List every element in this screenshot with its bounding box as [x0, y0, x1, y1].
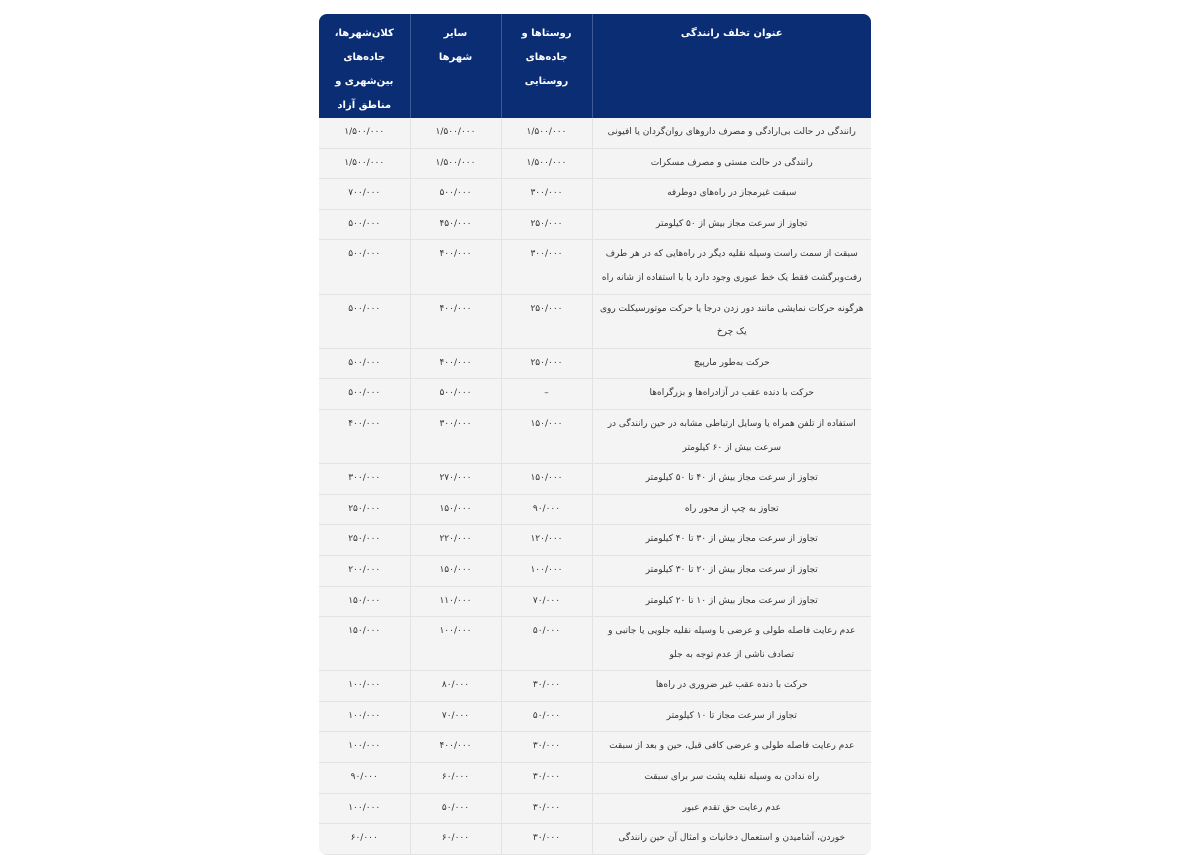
metropolis-fine-cell: ۱۵۰/۰۰۰ [319, 617, 410, 671]
metropolis-fine-cell: ۵۰۰/۰۰۰ [319, 240, 410, 294]
table-row [319, 209, 871, 240]
table-row [319, 525, 871, 556]
header-rural-line-1: روستاها و [521, 28, 572, 39]
table-row [319, 793, 871, 824]
header-other-line-1: سایر [443, 28, 468, 39]
table-row [319, 118, 871, 148]
table-body [319, 118, 871, 854]
fines-table-container [319, 14, 871, 855]
other-cities-fine-cell: ۱۰۰/۰۰۰ [410, 617, 501, 671]
other-cities-fine-cell: ۴۰۰/۰۰۰ [410, 294, 501, 348]
rural-fine-cell: ۱۲۰/۰۰۰ [501, 525, 592, 556]
violation-title-cell: تجاوز از سرعت مجاز بیش از ۴۰ تا ۵۰ کیلومتر [592, 464, 871, 495]
violation-title-cell: سبقت غیرمجاز در راه‌های دوطرفه [592, 179, 871, 210]
rural-fine-cell: ۳۰/۰۰۰ [501, 671, 592, 702]
rural-fine-cell: ۷۰/۰۰۰ [501, 586, 592, 617]
other-cities-fine-cell: ۵۰۰/۰۰۰ [410, 179, 501, 210]
table-row [319, 348, 871, 379]
violation-title-cell: عدم رعایت فاصله طولی و عرضی با وسیله نقلیه جلویی یا جانبی و تصادف ناشی از عدم توجه به جلو [592, 617, 871, 671]
metropolis-fine-cell: ۵۰۰/۰۰۰ [319, 294, 410, 348]
rural-fine-cell: ۲۵۰/۰۰۰ [501, 294, 592, 348]
metropolis-fine-cell: ۳۰۰/۰۰۰ [319, 464, 410, 495]
table-row [319, 763, 871, 794]
metropolis-fine-cell: ۹۰/۰۰۰ [319, 763, 410, 794]
header-metropolis [319, 14, 410, 118]
other-cities-fine-cell: ۵۰۰/۰۰۰ [410, 379, 501, 410]
rural-fine-cell: ۳۰/۰۰۰ [501, 793, 592, 824]
table-row [319, 464, 871, 495]
metropolis-fine-cell: ۱/۵۰۰/۰۰۰ [319, 148, 410, 179]
rural-fine-cell: ۳۰۰/۰۰۰ [501, 179, 592, 210]
table-header [319, 14, 871, 118]
table-row [319, 586, 871, 617]
other-cities-fine-cell: ۸۰/۰۰۰ [410, 671, 501, 702]
rural-fine-cell: ۲۵۰/۰۰۰ [501, 209, 592, 240]
other-cities-fine-cell: ۵۰/۰۰۰ [410, 793, 501, 824]
violation-title-cell: تجاوز از سرعت مجاز بیش از ۵۰ کیلومتر [592, 209, 871, 240]
table-row [319, 179, 871, 210]
table-row [319, 824, 871, 855]
rural-fine-cell: ۵۰/۰۰۰ [501, 617, 592, 671]
table-row [319, 148, 871, 179]
other-cities-fine-cell: ۱/۵۰۰/۰۰۰ [410, 118, 501, 148]
other-cities-fine-cell: ۱۵۰/۰۰۰ [410, 555, 501, 586]
metropolis-fine-cell: ۱۰۰/۰۰۰ [319, 793, 410, 824]
violation-title-cell: حرکت به‌طور مارپیچ [592, 348, 871, 379]
other-cities-fine-cell: ۱/۵۰۰/۰۰۰ [410, 148, 501, 179]
table-row [319, 409, 871, 463]
metropolis-fine-cell: ۱۰۰/۰۰۰ [319, 671, 410, 702]
metropolis-fine-cell: ۱۰۰/۰۰۰ [319, 701, 410, 732]
metropolis-fine-cell: ۶۰/۰۰۰ [319, 824, 410, 855]
other-cities-fine-cell: ۲۲۰/۰۰۰ [410, 525, 501, 556]
violation-title-cell: تجاوز از سرعت مجاز بیش از ۳۰ تا ۴۰ کیلومتر [592, 525, 871, 556]
metropolis-fine-cell: ۱۵۰/۰۰۰ [319, 586, 410, 617]
rural-fine-cell: – [501, 379, 592, 410]
other-cities-fine-cell: ۲۷۰/۰۰۰ [410, 464, 501, 495]
rural-fine-cell: ۳۰۰/۰۰۰ [501, 240, 592, 294]
rural-fine-cell: ۱/۵۰۰/۰۰۰ [501, 118, 592, 148]
metropolis-fine-cell: ۲۵۰/۰۰۰ [319, 525, 410, 556]
header-rural-line-2: جاده‌های روستایی [524, 52, 569, 87]
table-row [319, 494, 871, 525]
violation-title-cell: حرکت با دنده عقب غیر ضروری در راه‌ها [592, 671, 871, 702]
table-row [319, 671, 871, 702]
rural-fine-cell: ۱/۵۰۰/۰۰۰ [501, 148, 592, 179]
rural-fine-cell: ۳۰/۰۰۰ [501, 732, 592, 763]
rural-fine-cell: ۱۰۰/۰۰۰ [501, 555, 592, 586]
other-cities-fine-cell: ۶۰/۰۰۰ [410, 763, 501, 794]
other-cities-fine-cell: ۴۵۰/۰۰۰ [410, 209, 501, 240]
table-row [319, 555, 871, 586]
violation-title-cell: عدم رعایت حق تقدم عبور [592, 793, 871, 824]
violation-title-cell: خوردن، آشامیدن و استعمال دخانیات و امثال آن حین رانندگی [592, 824, 871, 855]
rural-fine-cell: ۵۰/۰۰۰ [501, 701, 592, 732]
rural-fine-cell: ۱۵۰/۰۰۰ [501, 464, 592, 495]
header-rural [501, 14, 592, 118]
table-row [319, 617, 871, 671]
violation-title-cell: رانندگی در حالت مستی و مصرف مسکرات [592, 148, 871, 179]
metropolis-fine-cell: ۱/۵۰۰/۰۰۰ [319, 118, 410, 148]
violation-title-cell: راه ندادن به وسیله نقلیه پشت سر برای سبقت [592, 763, 871, 794]
metropolis-fine-cell: ۵۰۰/۰۰۰ [319, 348, 410, 379]
header-other-cities [410, 14, 501, 118]
traffic-fines-table [319, 14, 871, 855]
violation-title-cell: تجاوز از سرعت مجاز بیش از ۱۰ تا ۲۰ کیلومتر [592, 586, 871, 617]
violation-title-cell: تجاوز به چپ از محور راه [592, 494, 871, 525]
header-violation-title [592, 14, 871, 118]
header-title-text: عنوان تخلف رانندگی [680, 28, 783, 39]
violation-title-cell: رانندگی در حالت بی‌ارادگی و مصرف داروهای روان‌گردان یا افیونی [592, 118, 871, 148]
other-cities-fine-cell: ۴۰۰/۰۰۰ [410, 240, 501, 294]
metropolis-fine-cell: ۷۰۰/۰۰۰ [319, 179, 410, 210]
rural-fine-cell: ۳۰/۰۰۰ [501, 763, 592, 794]
metropolis-fine-cell: ۵۰۰/۰۰۰ [319, 379, 410, 410]
metropolis-fine-cell: ۴۰۰/۰۰۰ [319, 409, 410, 463]
other-cities-fine-cell: ۱۵۰/۰۰۰ [410, 494, 501, 525]
header-other-line-2: شهرها [438, 52, 473, 63]
table-row [319, 732, 871, 763]
violation-title-cell: تجاوز از سرعت مجاز تا ۱۰ کیلومتر [592, 701, 871, 732]
metropolis-fine-cell: ۱۰۰/۰۰۰ [319, 732, 410, 763]
rural-fine-cell: ۳۰/۰۰۰ [501, 824, 592, 855]
violation-title-cell: استفاده از تلفن همراه یا وسایل ارتباطی مشابه در حین رانندگی در سرعت بیش از ۶۰ کیلومتر [592, 409, 871, 463]
other-cities-fine-cell: ۴۰۰/۰۰۰ [410, 732, 501, 763]
violation-title-cell: هرگونه حرکات نمایشی مانند دور زدن درجا یا حرکت موتورسیکلت روی یک چرخ [592, 294, 871, 348]
violation-title-cell: سبقت از سمت راست وسیله نقلیه دیگر در راه‌هایی که در هر طرف رفت‌وبرگشت فقط یک خط عبوری وجود دارد یا با استفاده از شانه راه [592, 240, 871, 294]
violation-title-cell: تجاوز از سرعت مجاز بیش از ۲۰ تا ۳۰ کیلومتر [592, 555, 871, 586]
metropolis-fine-cell: ۵۰۰/۰۰۰ [319, 209, 410, 240]
other-cities-fine-cell: ۶۰/۰۰۰ [410, 824, 501, 855]
table-row [319, 379, 871, 410]
table-row [319, 294, 871, 348]
table-row [319, 240, 871, 294]
other-cities-fine-cell: ۷۰/۰۰۰ [410, 701, 501, 732]
metropolis-fine-cell: ۲۰۰/۰۰۰ [319, 555, 410, 586]
violation-title-cell: حرکت با دنده عقب در آزادراه‌ها و بزرگراه‌ها [592, 379, 871, 410]
other-cities-fine-cell: ۳۰۰/۰۰۰ [410, 409, 501, 463]
header-metro-line-2: بین‌شهری و مناطق آزاد [335, 76, 394, 111]
other-cities-fine-cell: ۴۰۰/۰۰۰ [410, 348, 501, 379]
table-row [319, 701, 871, 732]
metropolis-fine-cell: ۲۵۰/۰۰۰ [319, 494, 410, 525]
rural-fine-cell: ۱۵۰/۰۰۰ [501, 409, 592, 463]
header-row [319, 14, 871, 118]
rural-fine-cell: ۹۰/۰۰۰ [501, 494, 592, 525]
violation-title-cell: عدم رعایت فاصله طولی و عرضی کافی قبل، حین و بعد از سبقت [592, 732, 871, 763]
rural-fine-cell: ۲۵۰/۰۰۰ [501, 348, 592, 379]
other-cities-fine-cell: ۱۱۰/۰۰۰ [410, 586, 501, 617]
header-metro-line-1: کلان‌شهرها، جاده‌های [334, 28, 394, 63]
